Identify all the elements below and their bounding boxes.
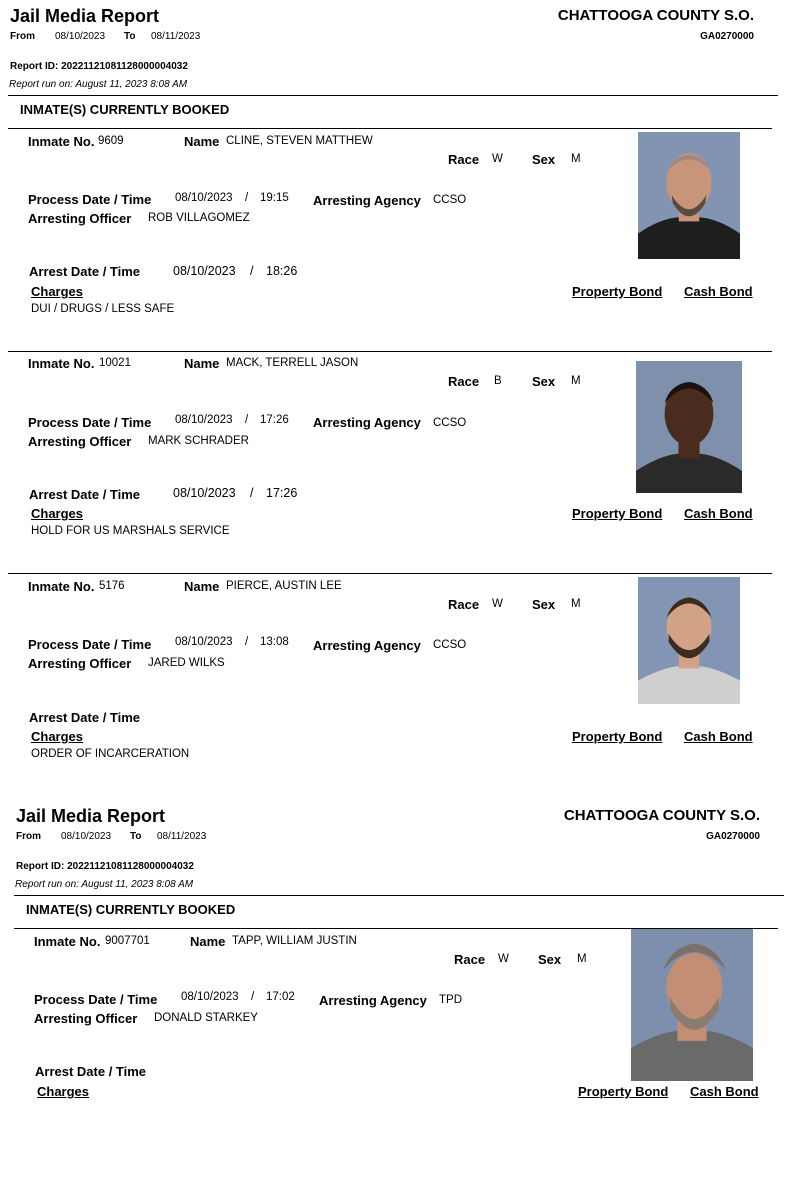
process-time: 17:26 (260, 414, 289, 426)
sex-value: M (571, 153, 581, 165)
agency-label: Arresting Agency (313, 638, 421, 653)
charge-text: DUI / DRUGS / LESS SAFE (31, 303, 175, 315)
from-date: 08/10/2023 (61, 831, 112, 842)
arrest-label: Arrest Date / Time (29, 264, 141, 279)
process-time: 13:08 (260, 636, 289, 648)
section-title: INMATE(S) CURRENTLY BOOKED (26, 902, 236, 917)
officer-label: Arresting Officer (28, 434, 132, 449)
agency-value: CCSO (433, 417, 467, 429)
name-label: Name (184, 356, 220, 371)
race-value: B (494, 375, 502, 387)
inmate-no-value: 9007701 (105, 935, 150, 947)
process-date: 08/10/2023 (175, 414, 233, 426)
agency-value: CCSO (433, 194, 467, 206)
to-label: To (124, 31, 136, 42)
inmate-no-value: 5176 (99, 580, 125, 592)
charge-text: HOLD FOR US MARSHALS SERVICE (31, 525, 230, 537)
officer-label: Arresting Officer (34, 1011, 138, 1026)
sex-value: M (571, 375, 581, 387)
agency-code: GA0270000 (706, 831, 760, 842)
date-time-separator: / (245, 192, 249, 204)
arrest-label: Arrest Date / Time (29, 710, 141, 725)
inmate-photo (638, 132, 740, 259)
race-value: W (492, 153, 503, 165)
to-date: 08/11/2023 (157, 831, 207, 842)
inmate-no-label: Inmate No. (28, 134, 95, 149)
officer-value: MARK SCHRADER (148, 435, 249, 447)
sex-value: M (577, 953, 587, 965)
date-time-separator: / (245, 414, 249, 426)
name-label: Name (184, 579, 220, 594)
arrest-time: 18:26 (266, 264, 298, 278)
charges-heading: Charges (31, 729, 84, 744)
property-bond-heading: Property Bond (578, 1084, 669, 1099)
name-value: MACK, TERRELL JASON (226, 357, 359, 369)
inmate-photo (638, 577, 740, 704)
cash-bond-heading: Cash Bond (684, 284, 753, 299)
header-divider (8, 95, 778, 96)
name-value: TAPP, WILLIAM JUSTIN (232, 935, 357, 947)
name-label: Name (184, 134, 220, 149)
agency-code: GA0270000 (700, 31, 754, 42)
process-label: Process Date / Time (28, 192, 152, 207)
to-date: 08/11/2023 (151, 31, 201, 42)
report-title: Jail Media Report (16, 806, 166, 826)
arrest-date: 08/10/2023 (173, 264, 236, 278)
race-label: Race (448, 374, 480, 389)
report-run-on: Report run on: August 11, 2023 8:08 AM (15, 879, 194, 890)
sex-label: Sex (532, 597, 556, 612)
date-time-separator: / (245, 636, 249, 648)
date-time-separator: / (250, 264, 254, 278)
arrest-time: 17:26 (266, 486, 298, 500)
date-time-separator: / (251, 991, 255, 1003)
inmate-no-value: 10021 (99, 357, 131, 369)
officer-value: DONALD STARKEY (154, 1012, 258, 1024)
record-divider (8, 573, 772, 574)
officer-label: Arresting Officer (28, 656, 132, 671)
cash-bond-heading: Cash Bond (684, 506, 753, 521)
race-value: W (492, 598, 503, 610)
record-divider (8, 351, 772, 352)
agency-label: Arresting Agency (319, 993, 427, 1008)
inmate-no-value: 9609 (98, 135, 124, 147)
agency-label: Arresting Agency (313, 193, 421, 208)
arrest-label: Arrest Date / Time (29, 487, 141, 502)
sex-label: Sex (532, 152, 556, 167)
name-value: CLINE, STEVEN MATTHEW (226, 135, 373, 147)
inmate-photo (636, 361, 742, 493)
charges-heading: Charges (31, 284, 84, 299)
agency-value: TPD (439, 994, 462, 1006)
agency-label: Arresting Agency (313, 415, 421, 430)
report-run-on: Report run on: August 11, 2023 8:08 AM (9, 79, 188, 90)
agency-value: CCSO (433, 639, 467, 651)
race-value: W (498, 953, 509, 965)
officer-label: Arresting Officer (28, 211, 132, 226)
name-value: PIERCE, AUSTIN LEE (226, 580, 342, 592)
section-title: INMATE(S) CURRENTLY BOOKED (20, 102, 230, 117)
report-id: Report ID: 20221121081128000004032 (10, 61, 188, 72)
process-date: 08/10/2023 (175, 636, 233, 648)
charge-text: ORDER OF INCARCERATION (31, 748, 190, 760)
cash-bond-heading: Cash Bond (684, 729, 753, 744)
process-label: Process Date / Time (34, 992, 158, 1007)
property-bond-heading: Property Bond (572, 729, 663, 744)
cash-bond-heading: Cash Bond (690, 1084, 759, 1099)
process-time: 19:15 (260, 192, 289, 204)
race-label: Race (448, 152, 480, 167)
inmate-photo (631, 929, 753, 1081)
race-label: Race (448, 597, 480, 612)
process-label: Process Date / Time (28, 415, 152, 430)
header-divider (14, 895, 784, 896)
date-time-separator: / (250, 486, 254, 500)
inmate-no-label: Inmate No. (34, 934, 101, 949)
inmate-no-label: Inmate No. (28, 356, 95, 371)
sex-label: Sex (532, 374, 556, 389)
from-date: 08/10/2023 (55, 31, 106, 42)
process-label: Process Date / Time (28, 637, 152, 652)
process-date: 08/10/2023 (181, 991, 239, 1003)
report-id: Report ID: 20221121081128000004032 (16, 861, 194, 872)
from-label: From (16, 831, 41, 842)
officer-value: JARED WILKS (148, 657, 225, 669)
report-title: Jail Media Report (10, 6, 160, 26)
property-bond-heading: Property Bond (572, 284, 663, 299)
arrest-date: 08/10/2023 (173, 486, 236, 500)
county-name: CHATTOOGA COUNTY S.O. (557, 7, 754, 24)
sex-label: Sex (538, 952, 562, 967)
from-label: From (10, 31, 35, 42)
arrest-label: Arrest Date / Time (35, 1064, 147, 1079)
race-label: Race (454, 952, 486, 967)
section-divider (8, 128, 772, 129)
inmate-no-label: Inmate No. (28, 579, 95, 594)
charges-heading: Charges (31, 506, 84, 521)
to-label: To (130, 831, 142, 842)
charges-heading: Charges (37, 1084, 90, 1099)
county-name: CHATTOOGA COUNTY S.O. (563, 807, 760, 824)
officer-value: ROB VILLAGOMEZ (148, 212, 250, 224)
sex-value: M (571, 598, 581, 610)
process-date: 08/10/2023 (175, 192, 233, 204)
property-bond-heading: Property Bond (572, 506, 663, 521)
name-label: Name (190, 934, 226, 949)
process-time: 17:02 (266, 991, 295, 1003)
